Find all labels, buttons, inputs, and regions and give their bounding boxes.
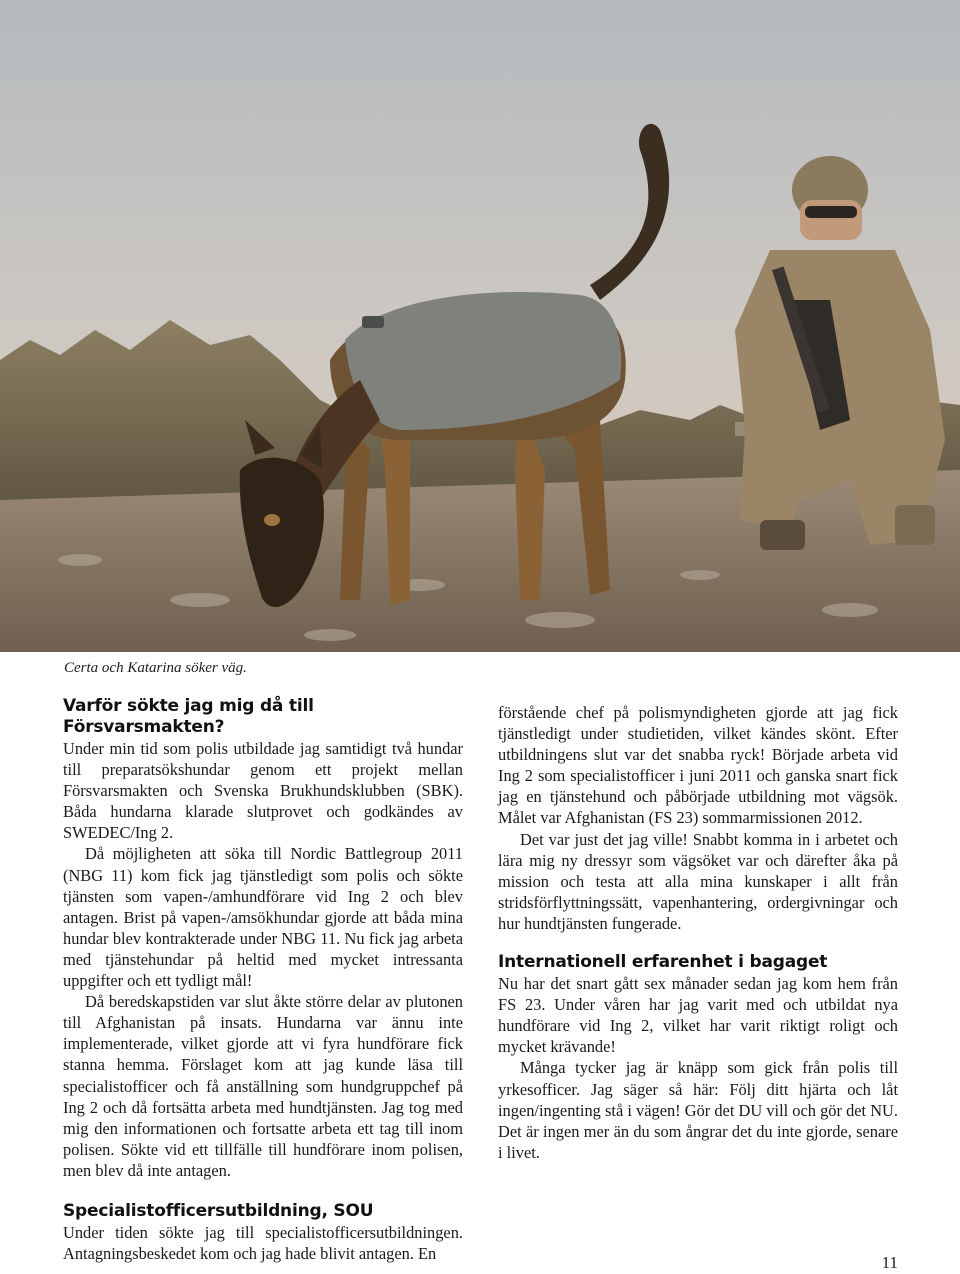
- paragraph: Många tycker jag är knäpp som gick från polis till yrkesofficer. Jag säger så här: Följ ditt hjärta och låt ingen/ingenting stå i vägen! Gör det DU vill och gör det NU. Det är ingen mer än du som ångrar det du inte gjorde, senare i livet.: [498, 1058, 898, 1162]
- section-heading-why-forsvarsmakten: Varför sökte jag mig då till Försvarsmakten?: [63, 696, 314, 737]
- paragraph: förstående chef på polismyndigheten gjorde att jag fick tjänstledigt under studietiden, vilket kändes skönt. Efter utbildningens slut var det snabba ryck! Började arbeta vid Ing 2 som specialistofficer i juni 2011 och ganska snart fick jag en tjänstehund och påbörjade utbildning mot vägsök. Målet var Afghanistan (FS 23) sommarmissionen 2012.: [498, 703, 898, 828]
- photo-caption: Certa och Katarina söker väg.: [64, 660, 247, 676]
- paragraph: Under min tid som polis utbildade jag samtidigt två hundar till preparatsökshundar genom ett projekt mellan Försvarsmakten och Svenska Brukhundsklubben (SBK). Båda hundarna klarade slutprovet och godkändes av SWEDEC/Ing 2.: [63, 739, 463, 843]
- paragraph: Det var just det jag ville! Snabbt komma in i arbetet och lära mig ny dressyr som vägsöket var och därefter åka på mission och testa att alla mina kunskaper i allt från stridsförflyttningssätt, vapenhantering, ordergivningar och hur hundtjänsten fungerade.: [498, 829, 898, 933]
- section-heading-sou: Specialistofficersutbildning, SOU: [63, 1200, 374, 1221]
- paragraph: Då möjligheten att söka till Nordic Battlegroup 2011 (NBG 11) kom fick jag tjänstledigt som polis och sökte tjänsten som vapen-/amhundförare vid Ing 2 och blev antagen. Brist på vapen-/amsökhundar gjorde att båda mina hundar blev kontrakterade under NBG 11. Nu fick jag arbeta med tjänstehundar på heltid med mycket intressanta uppgifter och ett tydligt mål!: [63, 844, 463, 991]
- paragraph: Nu har det snart gått sex månader sedan jag kom hem från FS 23. Under våren har jag varit med och utbildat nya hundförare vid Ing 2, vilket har varit riktigt roligt och mycket krävande!: [498, 974, 898, 1057]
- left-column: [63, 696, 463, 1264]
- paragraph: Under tiden sökte jag till specialistofficersutbildningen. Antagningsbeskedet kom och jag hade blivit antagen. En: [63, 1222, 463, 1264]
- paragraph: Då beredskapstiden var slut åkte större delar av plutonen till Afghanistan på insats. Hundarna var ännu inte implementerade, vilket gjorde att vi fyra hundförare fick stanna hemma. Förslaget kom att jag kunde läsa till specialistofficer och få anställning som hundgruppchef på Ing 2 och då fortsätta arbeta med hundtjänsten. Jag tog med mig den informationen och fortsatte arbeta ett tag till inom polisen. Sökte vid ett tillfälle till hundförare inom polisen, men blev då inte antagen.: [63, 992, 463, 1180]
- right-column: [498, 702, 898, 1163]
- page-number: 11: [881, 1253, 898, 1272]
- section-heading-international: Internationell erfarenhet i bagaget: [498, 952, 828, 973]
